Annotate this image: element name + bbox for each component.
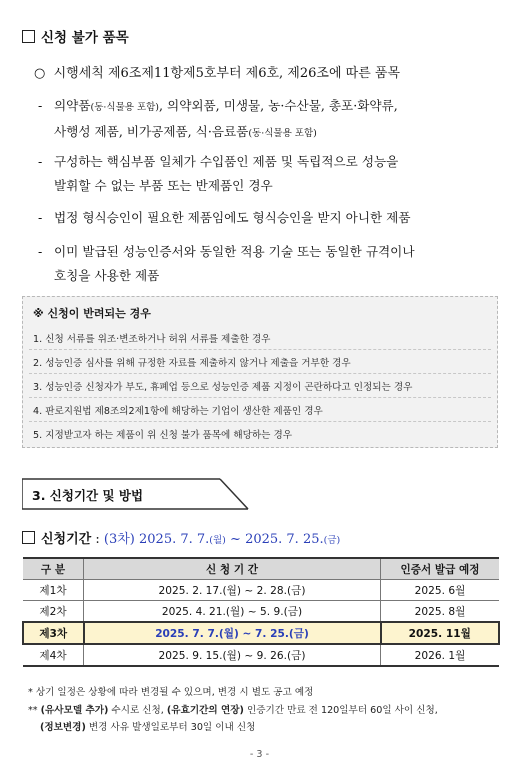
table-row: 제2차 2025. 4. 21.(월) ~ 5. 9.(금) 2025. 8월 bbox=[23, 601, 499, 623]
dash-bullet-icon: - bbox=[38, 154, 43, 169]
divider bbox=[29, 349, 491, 350]
return-case-item: 3. 성능인증 신청자가 부도, 휴폐업 등으로 성능인증 제품 지정이 곤란하다고 인정되는 경우 bbox=[33, 382, 413, 393]
table-row: 제4차 2025. 9. 15.(월) ~ 9. 26.(금) 2026. 1월 bbox=[23, 644, 499, 666]
checkbox-square-icon bbox=[22, 30, 35, 43]
schedule-table bbox=[22, 557, 500, 667]
return-cases-title: ※ 신청이 반려되는 경우 bbox=[33, 307, 151, 320]
divider bbox=[29, 373, 491, 374]
dash-bullet-icon: - bbox=[38, 244, 43, 259]
return-case-item: 1. 신청 서류를 위조·변조하거나 허위 서류를 제출한 경우 bbox=[33, 334, 271, 345]
table-row-highlighted: 제3차 2025. 7. 7.(월) ~ 7. 25.(금) 2025. 11월 bbox=[23, 622, 499, 644]
return-case-item: 5. 지정받고자 하는 제품이 위 신청 불가 품목에 해당하는 경우 bbox=[33, 430, 293, 441]
application-period: 신청기간 : (3차) 2025. 7. 7.(월) ~ 2025. 7. 25.(금) bbox=[22, 528, 340, 547]
return-case-item: 4. 판로지원법 제8조의2제1항에 해당하는 기업이 생산한 제품인 경우 bbox=[33, 406, 323, 417]
dash-bullet-icon: - bbox=[38, 98, 43, 113]
list-item: - 이미 발급된 성능인증서와 동일한 적용 기술 또는 동일한 규격이나 호칭을 사용한 제품 bbox=[38, 240, 508, 288]
list-item: - 법정 형식승인이 필요한 제품임에도 형식승인을 받지 아니한 제품 bbox=[38, 206, 508, 230]
return-cases-box bbox=[22, 296, 498, 448]
checkbox-square-icon bbox=[22, 531, 35, 544]
section-title-unavailable: 신청 불가 품목 bbox=[22, 26, 129, 46]
section-3-header bbox=[22, 478, 252, 514]
intro-line: ○ 시행세칙 제6조제11항제5호부터 제6호, 제26조에 따른 품목 bbox=[34, 66, 401, 81]
list-item: - 의약품(동·식물용 포함), 의약외품, 미생물, 농·수산물, 총포·화약류, 사행성 제품, 비가공제품, 식·음료품(동·식물용 포함) bbox=[38, 94, 508, 146]
return-case-item: 2. 성능인증 심사를 위해 규정한 자료를 제출하지 않거나 제출을 거부한 경우 bbox=[33, 358, 351, 369]
circle-bullet-icon: ○ bbox=[34, 66, 46, 81]
divider bbox=[29, 397, 491, 398]
table-row: 제1차 2025. 2. 17.(월) ~ 2. 28.(금) 2025. 6월 bbox=[23, 580, 499, 601]
footnote-1: * 상기 일정은 상황에 따라 변경될 수 있으며, 변경 시 별도 공고 예정 bbox=[28, 687, 314, 698]
dash-bullet-icon: - bbox=[38, 210, 43, 225]
table-header-row: 구 분 신 청 기 간 인증서 발급 예정 bbox=[23, 558, 499, 580]
list-item: - 구성하는 핵심부품 일체가 수입품인 제품 및 독립적으로 성능을 발휘할 수 없는 부품 또는 반제품인 경우 bbox=[38, 150, 508, 198]
footnote-2: ** (유사모델 추가) 수시로 신청, (유효기간의 연장) 인증기간 만료 전 120일부터 60일 사이 신청, (정보변경) 변경 사유 발생일로부터 30일 이내 신청 bbox=[28, 705, 438, 733]
page-number: - 3 - bbox=[249, 749, 270, 760]
section-3-title: 3. 신청기간 및 방법 bbox=[32, 488, 144, 503]
divider bbox=[29, 421, 491, 422]
